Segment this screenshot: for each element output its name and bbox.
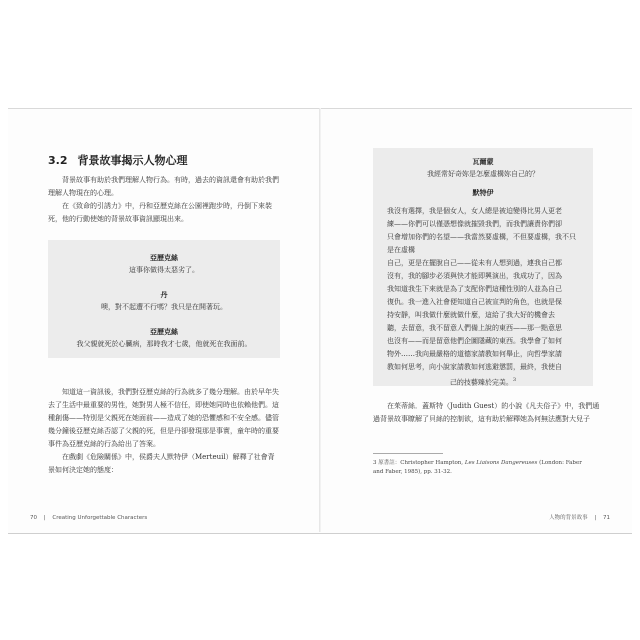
right-footer: 人物的背景故事 | 71 [549, 515, 610, 521]
footnote-post: (London: Faber and Faber, 1985), pp. 31-32. [373, 460, 582, 475]
left-page [8, 108, 319, 532]
monologue-box [373, 148, 593, 386]
monologue-line: 也沒有——而是留意他們企圖隱藏的東西。我學會了如何 [387, 337, 562, 345]
section-heading [48, 152, 188, 168]
footnote-number: 3 [373, 460, 377, 466]
footnote-marker: 3 [512, 377, 517, 383]
intro-text [48, 174, 280, 226]
speaker-merteuil: 默特伊 [472, 189, 494, 197]
section-number: 3.2 [48, 154, 68, 167]
right-after-text [373, 400, 613, 426]
footnote-pre: 原書註：Christopher Hampton, [378, 460, 465, 466]
dialogue-line-2: 噢，對不起遭不行嗎？我只是在開著玩。 [101, 303, 227, 311]
monologue-line: 練——你們可以僅憑想像就摧毀我們，而我們讓責你們卻 [387, 220, 562, 228]
left-running-title: Creating Unforgettable Characters [52, 515, 148, 521]
monologue-line: 沒有，我的腳步必須與快才能即興演出，我成功了，因為 [387, 272, 562, 280]
intro-paragraph-1: 背景故事有助於我們理解人物行為。有時，過去的資訊還會有助於我們理解人物現在的心理。 [48, 176, 279, 197]
dialogue-line-3: 我父親就死於心臟病，那時我才七歲，他就死在我面前。 [76, 340, 252, 348]
after-paragraph-2: 在戲劇《危險關係》中，侯爵夫人默特伊（Merteuil）解釋了社會背景如何決定她的態度： [48, 453, 275, 474]
monologue-line: 持安靜，叫我做什麼就做什麼，這給了我大好的機會去 [387, 311, 555, 319]
monologue-line: 復仇。我一進入社會便知道自己被宣判的角色，也就是保 [387, 298, 562, 306]
footnote [373, 459, 593, 477]
monologue-line-last [387, 374, 579, 389]
valmont-line: 我經常好奇妳是怎麼虛構妳自己的？ [427, 170, 539, 178]
right-running-title: 人物的背景故事 [549, 515, 588, 521]
right-after-line-2: 過背景故事瞭解了貝絲的控制欲，這有助於解釋她為何無法應對大兒子 [373, 415, 590, 423]
dialogue-line-1: 這事你做得太惡劣了。 [129, 266, 199, 274]
monologue-line: 己的技藝臻於完美。 [449, 378, 513, 387]
footnote-book-title: Les Liaisons Dangereuses [464, 460, 538, 466]
right-page [321, 108, 632, 532]
footnote-rule [373, 453, 443, 454]
dialogue-speaker-3: 亞歷克絲 [150, 328, 178, 336]
right-page-number: 71 [603, 515, 610, 521]
monologue-line: 聽，去留意，我不留意人們備上說的東西——那一點意思 [387, 324, 562, 332]
speaker-valmont: 瓦爾蒙 [472, 158, 494, 166]
monologue-line: 教如何思考，向小說家請教如何逃避懲罰，最終，我使自 [387, 363, 562, 371]
monologue-line: 我沒有選擇，我是個女人，女人總是被迫變得比男人更老 [387, 207, 562, 215]
monologue-line: 我知道我生下來就是為了支配你們這種性別的人並為自己 [387, 285, 562, 293]
after-paragraph-1: 知道這一資訊後，我們對亞歷克絲的行為就多了幾分理解。由於早年失去了生活中最重要的男性，她對男人極不信任，即使她同時也依賴他們。這種創傷——特別是父親死在她面前——造成了她的恐懼感和不安全感。儘管幾分鐘後亞歷克絲否認了父親的死，但是丹卻發現那是事實，童年時的重要事件為亞歷克絲的行為給出了答案。 [48, 388, 279, 448]
left-page-number: 70 [30, 515, 37, 521]
after-text [48, 386, 280, 477]
section-title: 背景故事揭示人物心理 [77, 154, 188, 167]
right-after-line-1: 在茱蒂絲．蓋斯特（Judith Guest）的小說《凡夫俗子》中，我們通 [387, 402, 600, 410]
dialogue-box [48, 240, 280, 358]
dialogue-speaker-1: 亞歷克絲 [150, 254, 178, 262]
monologue-line: 只會增加你們的名望——我當然要虛構，不但要虛構，我不只是在虛構 [387, 233, 576, 254]
intro-paragraph-2: 在《致命的引誘力》中，丹和亞歷克絲在公園裡跑步時，丹倒下來裝死，他的行動使她的背景故事資訊顯現出來。 [48, 202, 272, 223]
monologue-line: 自己，更是在擺脫自己——從未有人想到過，連我自己都 [387, 259, 562, 267]
left-footer: 70 | Creating Unforgettable Characters [30, 515, 148, 521]
monologue-line: 物外……我向最嚴格的道德家請教如何舉止，向哲學家請 [387, 350, 562, 358]
dialogue-speaker-2: 丹 [160, 291, 168, 299]
monologue-text [387, 205, 579, 389]
